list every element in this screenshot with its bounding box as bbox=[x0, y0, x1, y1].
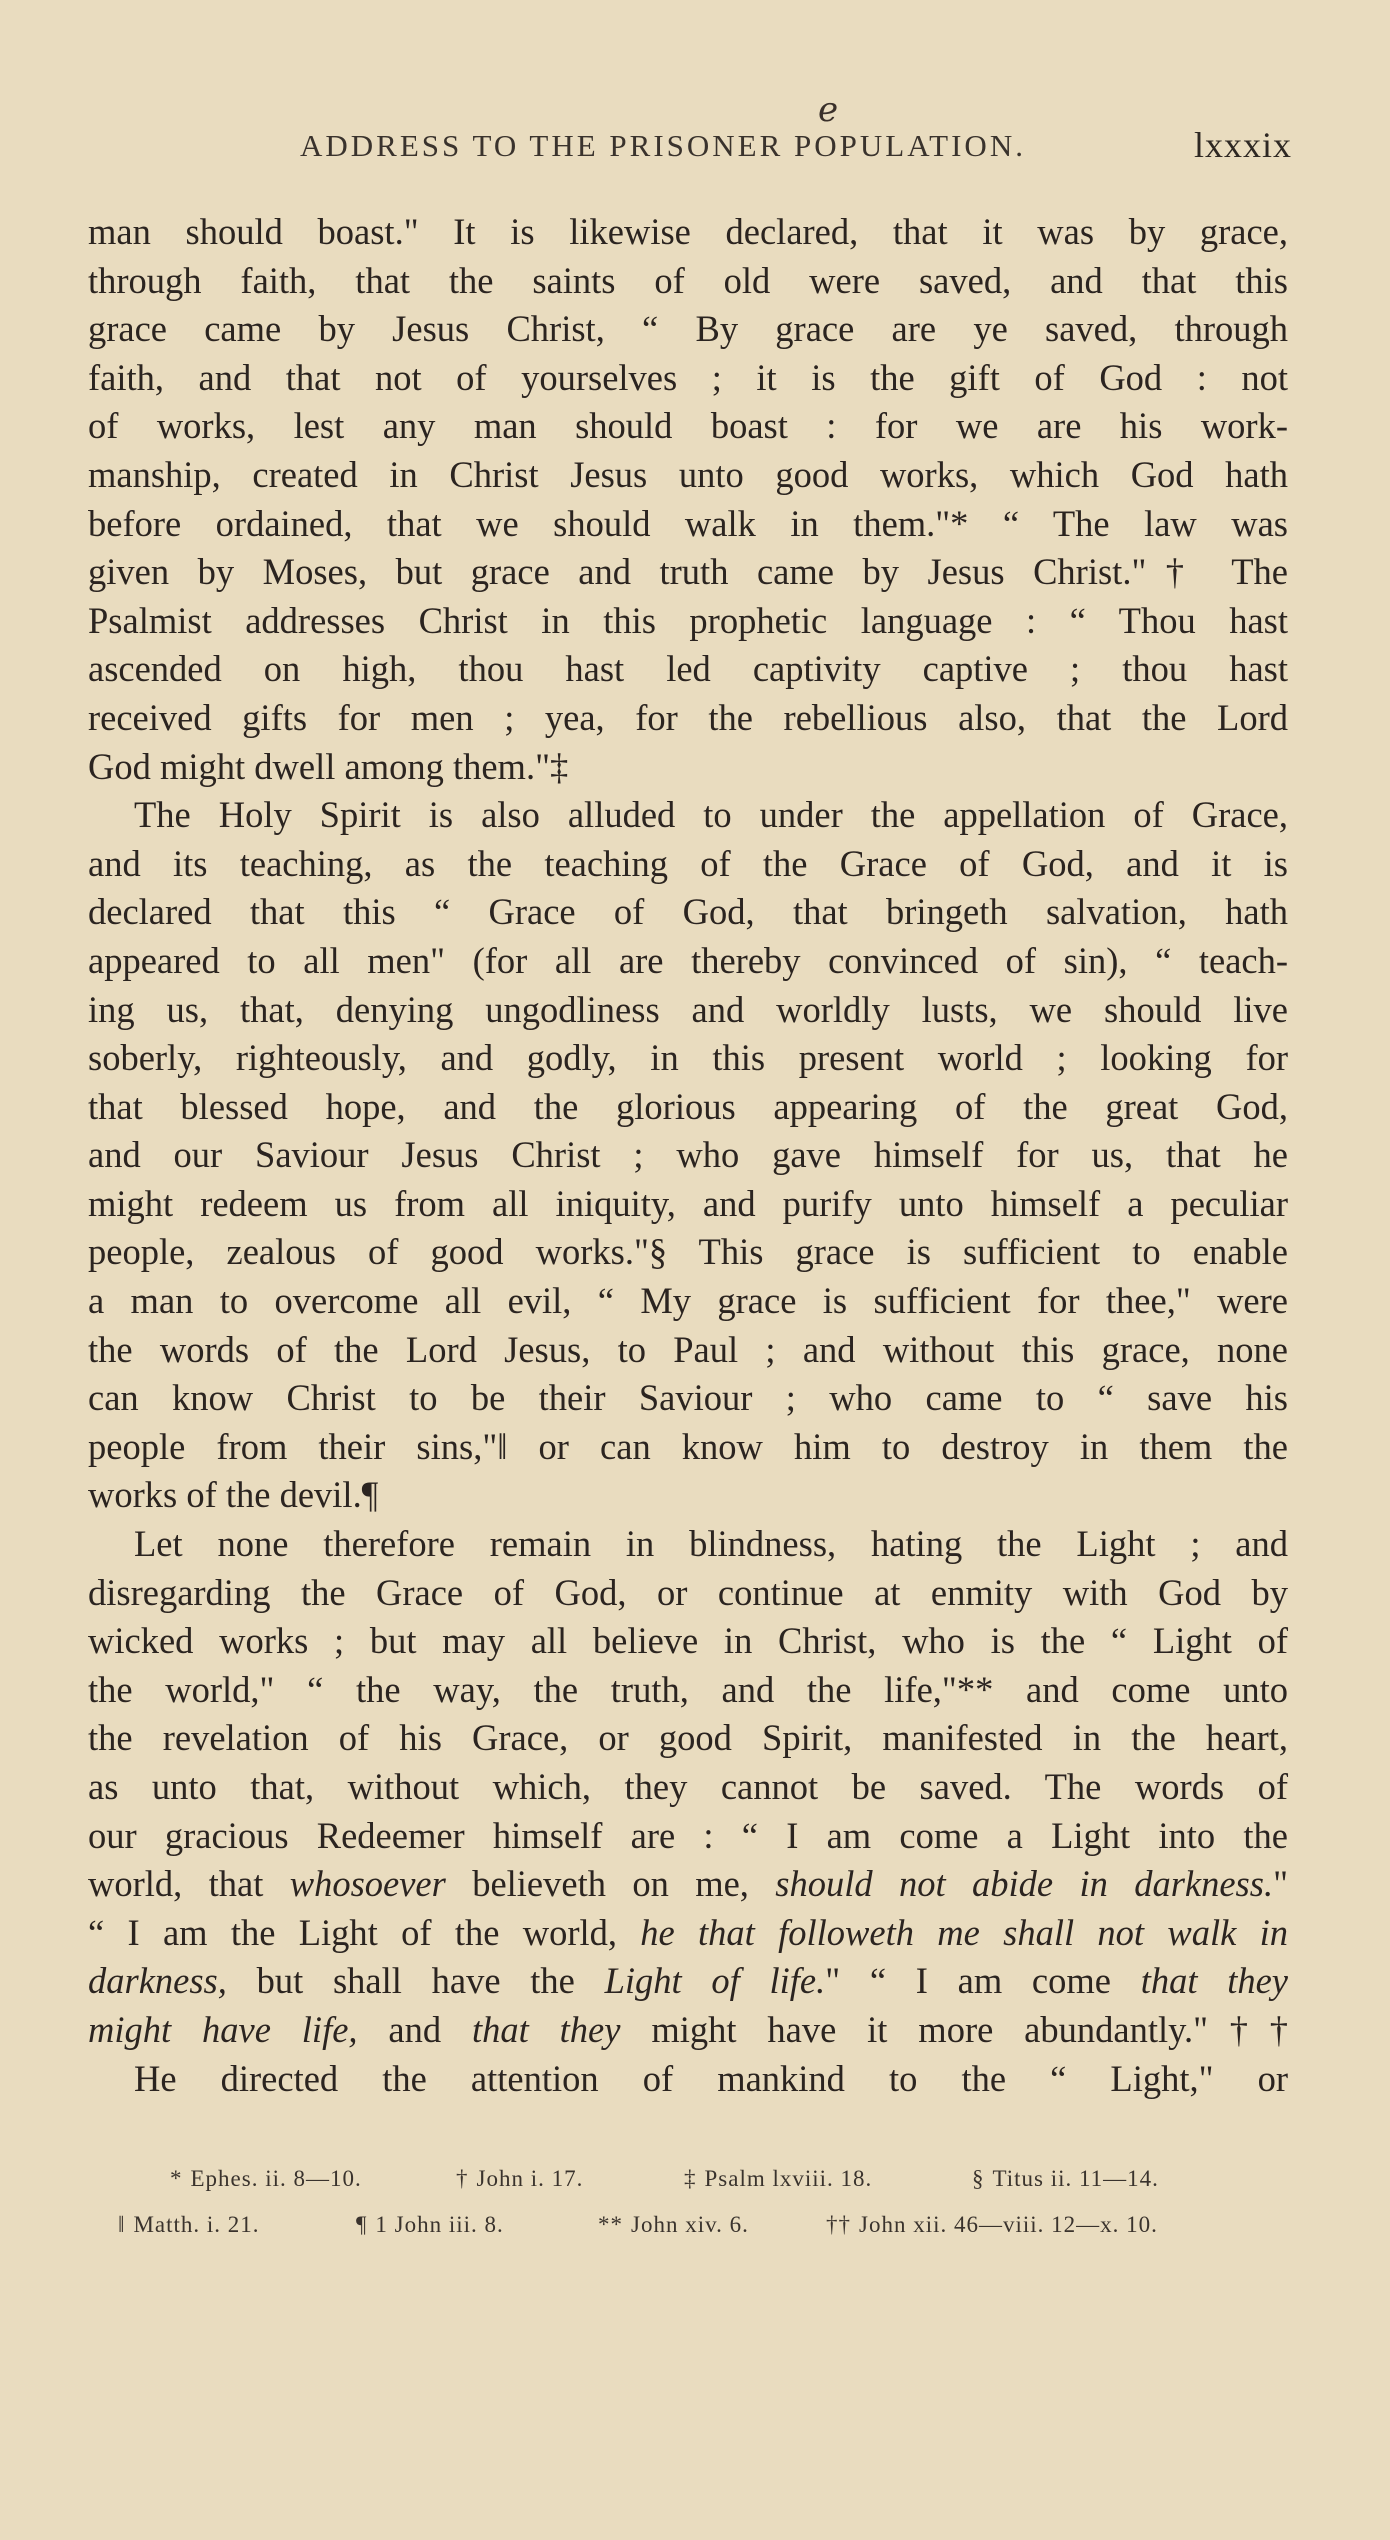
text-line: the revelation of his Grace, or good Spirit, manifested in the heart, bbox=[88, 1717, 1288, 1759]
italic-phrase: might have life, bbox=[88, 2008, 358, 2050]
italic-phrase: darkness, bbox=[88, 1960, 227, 2002]
footnote: † John i. 17. bbox=[456, 2166, 584, 2191]
text-line: as unto that, without which, they cannot be saved. The words of bbox=[88, 1766, 1288, 1807]
text-line: man should boast." It is likewise declared, that it was by grace, bbox=[88, 211, 1288, 252]
footnote-row bbox=[0, 2212, 1390, 2258]
text-line: given by Moses, but grace and truth came by Jesus Christ."† The bbox=[88, 551, 1288, 593]
footnote: ¶ 1 John iii. 8. bbox=[356, 2212, 504, 2237]
footnote: * Ephes. ii. 8—10. bbox=[170, 2166, 362, 2191]
page-number: lxxxix bbox=[1193, 125, 1292, 165]
footnote-row bbox=[0, 2166, 1390, 2212]
text-line-with-italics: might have life, and that they might have it more abundantly."†† bbox=[88, 2008, 1288, 2050]
text-line: might redeem us from all iniquity, and purify unto himself a peculiar bbox=[88, 1182, 1288, 1224]
text-line: grace came by Jesus Christ, “ By grace are ye saved, through bbox=[88, 308, 1288, 350]
footnote: § Titus ii. 11—14. bbox=[972, 2166, 1159, 2191]
text-line-with-italics: “ I am the Light of the world, he that followeth me shall not walk in bbox=[88, 1911, 1288, 1953]
italic-phrase: Light of life. bbox=[604, 1960, 826, 2002]
text-line: and its teaching, as the teaching of the Grace of God, and it is bbox=[88, 842, 1288, 884]
footnote: ** John xiv. 6. bbox=[598, 2212, 749, 2237]
text-line: can know Christ to be their Saviour ; who came to “ save his bbox=[88, 1377, 1288, 1419]
italic-phrase: that they bbox=[1140, 1960, 1288, 2002]
italic-phrase: he that followeth me shall not walk in bbox=[640, 1911, 1288, 1953]
paragraph-start: Let none therefore remain in blindness, hating the Light ; and bbox=[134, 1523, 1288, 1565]
printer-mark: ℯ bbox=[818, 92, 839, 129]
text-line-with-italics: darkness, but shall have the Light of life." “ I am come that they bbox=[88, 1960, 1288, 2002]
text-line: people, zealous of good works."§ This grace is sufficient to enable bbox=[88, 1231, 1288, 1273]
text-line: manship, created in Christ Jesus unto good works, which God hath bbox=[88, 453, 1288, 495]
text-line: a man to overcome all evil, “ My grace is sufficient for thee," were bbox=[88, 1280, 1288, 1322]
body-text bbox=[88, 208, 1288, 2103]
paragraph-start: The Holy Spirit is also alluded to under the appellation of Grace, bbox=[134, 794, 1288, 836]
text-line: faith, and that not of yourselves ; it is the gift of God : not bbox=[88, 356, 1288, 398]
text-line: Psalmist addresses Christ in this prophetic language : “ Thou hast bbox=[88, 599, 1288, 641]
text-line: ascended on high, thou hast led captivity captive ; thou hast bbox=[88, 648, 1288, 690]
text-line: that blessed hope, and the glorious appearing of the great God, bbox=[88, 1085, 1288, 1127]
text-line: before ordained, that we should walk in them."* “ The law was bbox=[88, 502, 1288, 544]
italic-phrase: whosoever bbox=[289, 1863, 446, 1905]
text-line: through faith, that the saints of old were saved, and that this bbox=[88, 259, 1288, 301]
paragraph-start: He directed the attention of mankind to the “ Light," or bbox=[134, 2057, 1288, 2099]
italic-phrase: that they bbox=[472, 2008, 621, 2050]
text-line: our gracious Redeemer himself are : “ I am come a Light into the bbox=[88, 1814, 1288, 1856]
text-line: soberly, righteously, and godly, in this present world ; looking for bbox=[88, 1037, 1288, 1079]
italic-phrase: should not abide in darkness. bbox=[775, 1863, 1274, 1905]
footnote: ‡ Psalm lxviii. 18. bbox=[684, 2166, 873, 2191]
footnote: ‖ Matth. i. 21. bbox=[118, 2212, 260, 2237]
text-line: appeared to all men" (for all are thereby convinced of sin), “ teach- bbox=[88, 939, 1288, 981]
text-line: disregarding the Grace of God, or continue at enmity with God by bbox=[88, 1571, 1288, 1613]
text-line: works of the devil.¶ bbox=[88, 1474, 379, 1516]
text-line: the world," “ the way, the truth, and the life,"** and come unto bbox=[88, 1668, 1288, 1710]
text-line: of works, lest any man should boast : for we are his work- bbox=[88, 405, 1288, 447]
text-line: and our Saviour Jesus Christ ; who gave himself for us, that he bbox=[88, 1134, 1288, 1176]
footnote: †† John xii. 46—viii. 12—x. 10. bbox=[826, 2212, 1158, 2237]
text-line: received gifts for men ; yea, for the rebellious also, that the Lord bbox=[88, 696, 1288, 738]
text-line-with-italics: world, that whosoever believeth on me, should not abide in darkness." bbox=[88, 1863, 1288, 1905]
text-line: God might dwell among them."‡ bbox=[88, 745, 569, 787]
text-line: the words of the Lord Jesus, to Paul ; and without this grace, none bbox=[88, 1328, 1288, 1370]
footnotes bbox=[0, 2166, 1390, 2258]
running-title: ADDRESS TO THE PRISONER POPULATION. bbox=[300, 128, 1026, 163]
text-line: people from their sins,"‖ or can know him to destroy in them the bbox=[88, 1425, 1288, 1467]
text-line: ing us, that, denying ungodliness and worldly lusts, we should live bbox=[88, 988, 1288, 1030]
text-line: wicked works ; but may all believe in Christ, who is the “ Light of bbox=[88, 1620, 1288, 1662]
text-line: declared that this “ Grace of God, that bringeth salvation, hath bbox=[88, 891, 1288, 933]
